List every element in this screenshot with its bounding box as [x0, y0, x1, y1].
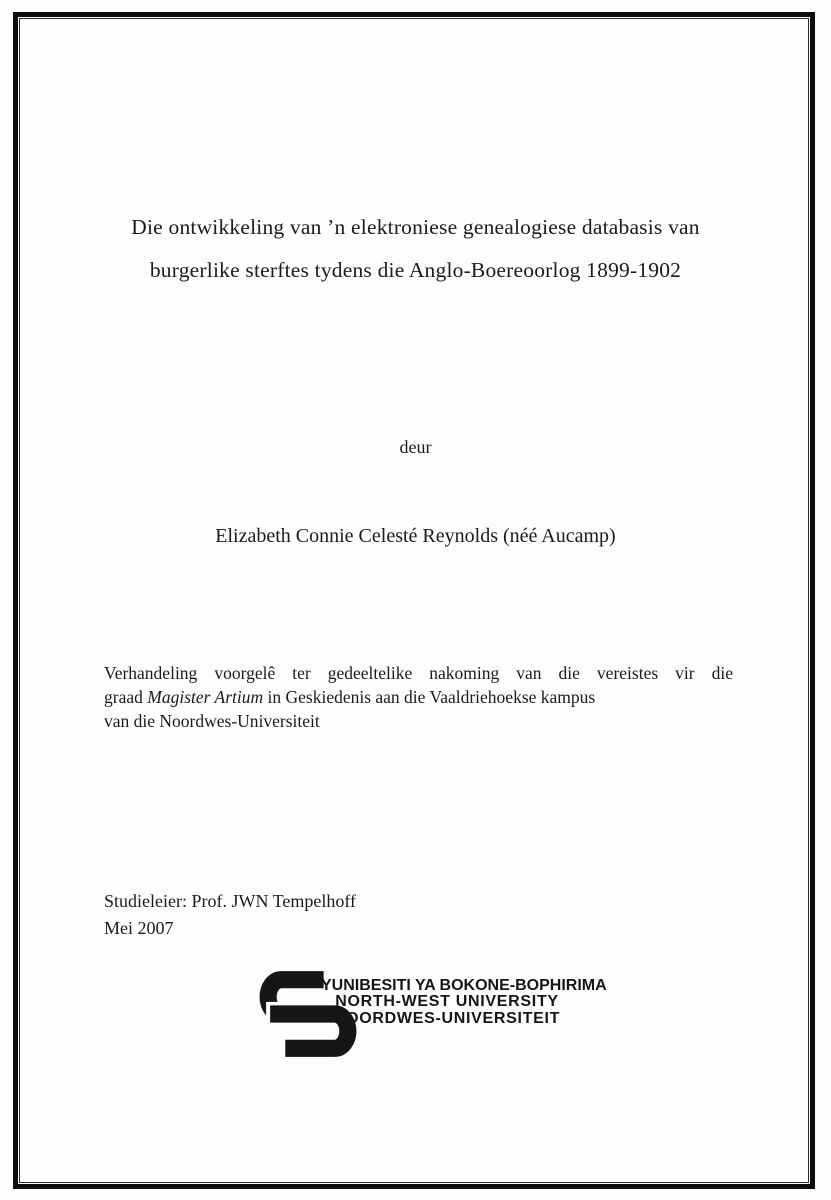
submission-statement: [104, 661, 733, 733]
byline-label: deur: [399, 437, 432, 457]
thesis-title-line-1: Die ontwikkeling van ’n elektroniese genealogiese databasis van: [131, 215, 700, 239]
logo-line-english: NORTH-WEST UNIVERSITY: [335, 993, 559, 1011]
degree-name-italic: Magister Artium: [147, 687, 264, 707]
university-logo-wordmark: [321, 977, 607, 1027]
author-name: Elizabeth Connie Celesté Reynolds (néé Aucamp): [215, 525, 616, 547]
university-logo: [255, 969, 607, 1061]
statement-line-2-prefix: graad: [104, 687, 148, 707]
statement-line-3: van die Noordwes-Universiteit: [104, 711, 320, 731]
logo-line-afrikaans: NOORDWES-UNIVERSITEIT: [333, 1009, 561, 1027]
statement-line-2: [104, 685, 733, 709]
statement-line-1: Verhandeling voorgelê ter gedeeltelike nakoming van die vereistes vir die: [104, 663, 733, 683]
thesis-title: [70, 206, 761, 292]
supervisor-line: Studieleier: Prof. JWN Tempelhoff: [104, 891, 357, 911]
thesis-title-line-2: burgerlike sterftes tydens die Anglo-Boereoorlog 1899-1902: [149, 258, 682, 282]
logo-line-setswana: YUNIBESITI YA BOKONE-BOPHIRIMA: [321, 977, 607, 994]
statement-line-2-suffix: in Geskiedenis aan die Vaaldriehoekse kampus: [263, 687, 596, 707]
supervisor-block: [104, 888, 356, 942]
date-line: Mei 2007: [104, 918, 174, 938]
